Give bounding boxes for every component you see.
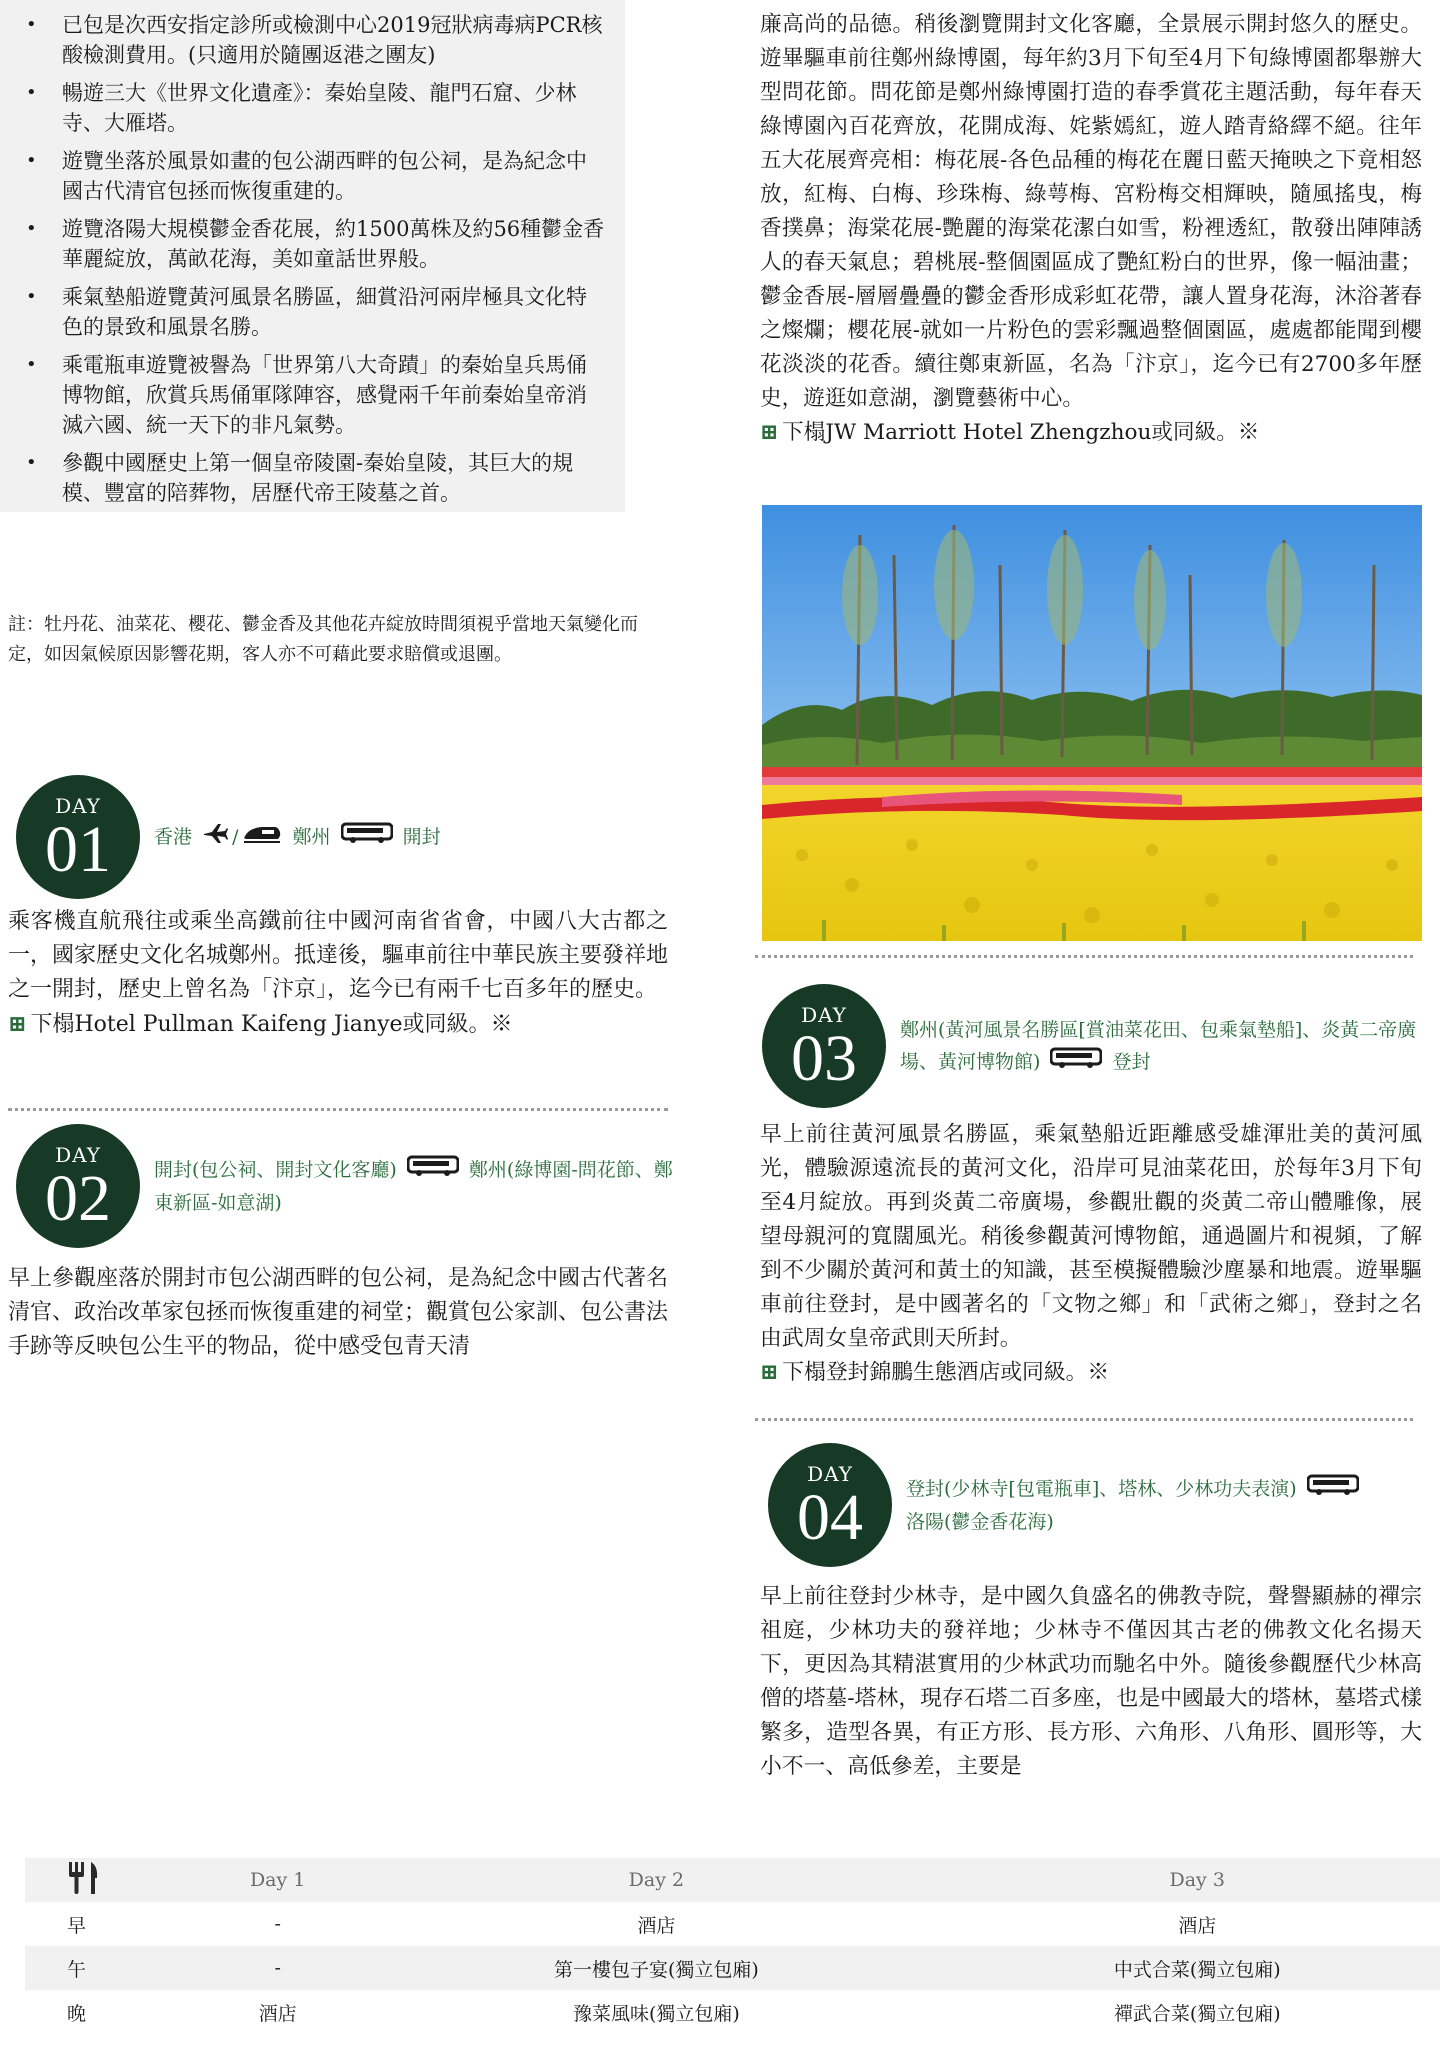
meals-table xyxy=(25,1858,1440,2034)
day4-route: 登封(少林寺[包電瓶車]、塔林、少林功夫表演) 洛陽(鬱金香花海) xyxy=(906,1473,1426,1538)
tulip-field-photo xyxy=(762,505,1422,941)
day3-badge: DAY 03 xyxy=(762,984,886,1108)
day3-body: 早上前往黃河風景名勝區，乘氣墊船近距離感受雄渾壯美的黃河風光，體驗源遠流長的黃河文化，沿岸可見油菜花田，於每年3月下旬至4月綻放。再到炎黃二帝廣場，參觀壯觀的炎黃二帝山體雕像，展望母親河的寬闊風光。稍後參觀黃河博物館，通過圖片和視頻，了解到不少關於黃河和黃土的知識，甚至模擬體驗沙塵暴和地震。遊畢驅車前往登封，是中國著名的「文物之鄉」和「武術之鄉」，登封之名由武周女皇帝武則天所封。 ⊞ 下榻登封錦鵬生態酒店或同級。※ xyxy=(760,1118,1422,1390)
meal-cell: 豫菜風味(獨立包廂) xyxy=(572,2002,740,2025)
cutlery-icon xyxy=(25,1858,197,1902)
highlight-item: • 遊覽洛陽大規模鬱金香花展，約1500萬株及約56種鬱金香華麗綻放，萬畝花海，美如童話世界般。 xyxy=(26,217,605,271)
bed-icon: ⊞ xyxy=(8,1011,27,1037)
meal-cell: - xyxy=(197,1946,358,1990)
divider xyxy=(755,1418,1413,1421)
meal-label: 晚 xyxy=(67,2002,87,2025)
day1-body: 乘客機直航飛往或乘坐高鐵前往中國河南省省會，中國八大古都之一，國家歷史文化名城鄭州。抵達後，驅車前往中華民族主要發祥地之一開封，歷史上曾名為「汴京」，迄今已有兩千七百多年的歷史。 ⊞ 下榻Hotel Pullman Kaifeng Jianye或同級。※ xyxy=(8,905,668,1042)
day2-body: 早上參觀座落於開封市包公湖西畔的包公祠，是為紀念中國古代著名清官、政治改革家包拯而恢復重建的祠堂；觀賞包公家訓、包公書法手跡等反映包公生平的物品，從中感受包青天清 xyxy=(8,1266,669,1359)
plane-icon xyxy=(202,822,228,854)
day1-hotel: ⊞ 下榻Hotel Pullman Kaifeng Jianye或同級。※ xyxy=(8,1011,513,1037)
bus-icon xyxy=(341,822,393,854)
bed-icon: ⊞ xyxy=(760,1360,779,1385)
day2-body-continued: 廉高尚的品德。稍後瀏覽開封文化客廳，全景展示開封悠久的歷史。遊畢驅車前往鄭州綠博園，每年約3月下旬至4月下旬綠博園都舉辦大型問花節。問花節是鄭州綠博園打造的春季賞花主題活動，每年春天綠博園內百花齊放，花開成海、姹紫嫣紅，遊人踏青絡繹不絕。往年五大花展齊亮相：梅花展-各色品種的梅花在麗日藍天掩映之下竟相怒放，紅梅、白梅、珍珠梅、綠萼梅、宮粉梅交相輝映，隨風搖曳，梅香撲鼻；海棠花展-艷麗的海棠花潔白如雪，粉裡透紅，散發出陣陣誘人的春天氣息；碧桃展-整個園區成了艷紅粉白的世界，像一幅油畫；鬱金香展-層層疊疊的鬱金香形成彩虹花帶，讓人置身花海，沐浴著春之燦爛；櫻花展-就如一片粉色的雲彩飄過整個園區，處處都能聞到櫻花淡淡的花香。續往鄭東新區，名為「汴京」，迄今已有2700多年歷史，遊逛如意湖，瀏覽藝術中心。 ⊞ 下榻JW Marriott Hotel Zhengzhou或同級。※ xyxy=(760,8,1422,450)
day1-badge: DAY 01 xyxy=(16,775,140,899)
day2-header xyxy=(16,1124,674,1248)
highlights-box xyxy=(0,0,625,512)
highlight-item: • 暢遊三大《世界文化遺產》：秦始皇陵、龍門石窟、少林寺、大雁塔。 xyxy=(26,81,577,135)
highlight-item: • 已包是次西安指定診所或檢測中心2019冠狀病毒病PCR核酸檢測費用。(只適用於隨團返港之團友) xyxy=(26,13,603,67)
day1-route: 香港 / 鄭州 開封 xyxy=(154,821,441,854)
meal-cell: 中式合菜(獨立包廂) xyxy=(954,1946,1440,1990)
day3-route: 鄭州(黃河風景名勝區[賞油菜花田、包乘氣墊船]、炎黃二帝廣場、黃河博物館) 登封 xyxy=(900,1014,1420,1079)
meals-header-row xyxy=(25,1858,1440,1902)
bus-icon xyxy=(1050,1047,1102,1079)
meal-cell: 酒店 xyxy=(258,2002,297,2025)
left-column xyxy=(0,0,675,512)
day3-hotel: ⊞ 下榻登封錦鵬生態酒店或同級。※ xyxy=(760,1360,1110,1385)
flower-note: 註：牡丹花、油菜花、櫻花、鬱金香及其他花卉綻放時間須視乎當地天氣變化而定，如因氣候原因影響花期，客人亦不可藉此要求賠償或退團。 xyxy=(8,614,638,665)
meals-col-header: Day 2 xyxy=(358,1858,954,1902)
meal-cell: 酒店 xyxy=(637,1914,676,1937)
highlight-item: • 遊覽坐落於風景如畫的包公湖西畔的包公祠，是為紀念中國古代清官包拯而恢復重建的。 xyxy=(26,149,587,203)
day4-badge: DAY 04 xyxy=(768,1443,892,1567)
meals-col-header: Day 3 xyxy=(954,1858,1440,1902)
meals-row-lunch xyxy=(25,1946,1440,1990)
meal-label: 早 xyxy=(67,1914,87,1937)
meal-label: 午 xyxy=(25,1946,197,1990)
meals-col-header: Day 1 xyxy=(197,1858,358,1902)
meals-row-breakfast xyxy=(25,1902,1440,1946)
highlight-item: • 乘氣墊船遊覽黃河風景名勝區，細賞沿河兩岸極具文化特色的景致和風景名勝。 xyxy=(26,285,587,339)
highlight-item: • 參觀中國歷史上第一個皇帝陵園-秦始皇陵，其巨大的規模、豐富的陪葬物，居歷代帝王陵墓之首。 xyxy=(26,451,574,505)
bus-icon xyxy=(407,1155,459,1187)
day2-route: 開封(包公祠、開封文化客廳) 鄭州(綠博園-問花節、鄭東新區-如意湖) xyxy=(154,1154,674,1219)
meal-cell: - xyxy=(274,1913,281,1935)
day2-hotel: ⊞ 下榻JW Marriott Hotel Zhengzhou或同級。※ xyxy=(760,420,1260,445)
train-icon xyxy=(242,822,282,854)
meals-row-dinner xyxy=(25,1990,1440,2034)
day3-header xyxy=(762,984,1420,1108)
day2-badge: DAY 02 xyxy=(16,1124,140,1248)
meal-cell: 第一樓包子宴(獨立包廂) xyxy=(358,1946,954,1990)
bed-icon: ⊞ xyxy=(760,420,779,445)
divider xyxy=(8,1108,668,1111)
day4-header xyxy=(768,1443,1426,1567)
bus-icon xyxy=(1307,1474,1359,1506)
day1-header xyxy=(16,775,441,899)
meal-cell: 禪武合菜(獨立包廂) xyxy=(1113,2002,1281,2025)
meal-cell: 酒店 xyxy=(1178,1914,1217,1937)
highlights-list xyxy=(26,10,605,508)
highlight-item: • 乘電瓶車遊覽被譽為「世界第八大奇蹟」的秦始皇兵馬俑博物館，欣賞兵馬俑軍隊陣容，感覺兩千年前秦始皇帝消滅六國、統一天下的非凡氣勢。 xyxy=(26,353,587,437)
divider xyxy=(755,955,1413,958)
day4-body: 早上前往登封少林寺，是中國久負盛名的佛教寺院，聲譽顯赫的禪宗祖庭，少林功夫的發祥地；少林寺不僅因其古老的佛教文化名揚天下，更因為其精湛實用的少林武功而馳名中外。隨後參觀歷代少林高僧的塔墓-塔林，現存石塔二百多座，也是中國最大的塔林，墓塔式樣繁多，造型各異，有正方形、長方形、六角形、八角形、圓形等，大小不一、高低參差，主要是 xyxy=(760,1584,1422,1779)
